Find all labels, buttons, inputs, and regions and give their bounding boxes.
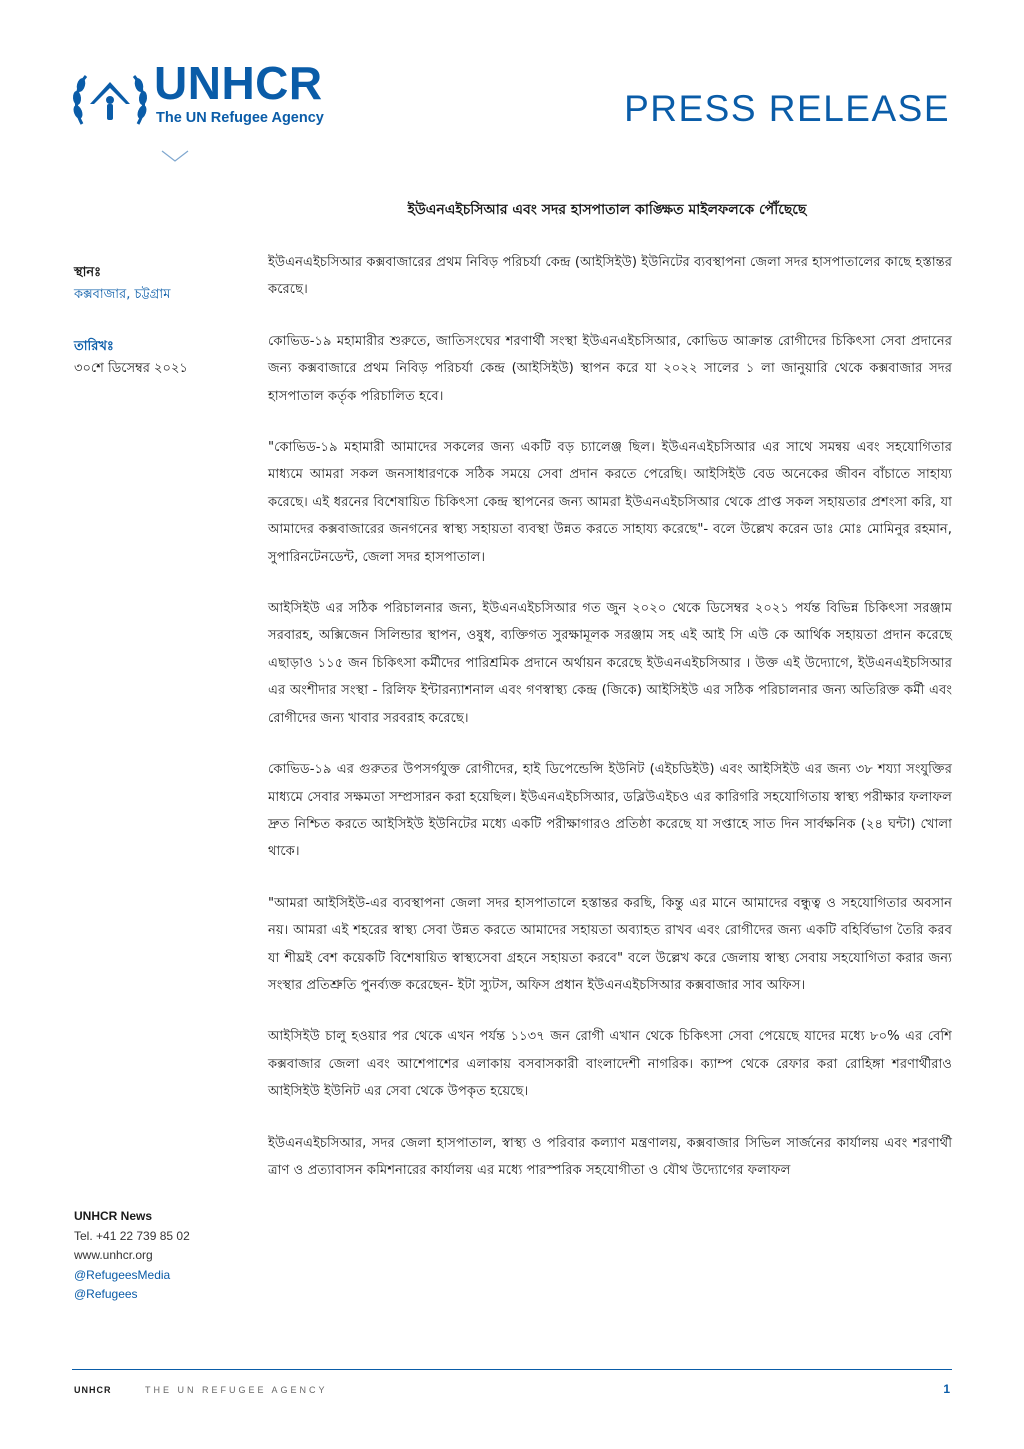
footer-brand: UNHCR xyxy=(74,1385,112,1395)
contact-handle-media[interactable]: @RefugeesMedia xyxy=(74,1267,171,1282)
paragraph: "কোভিড-১৯ মহামারী আমাদের সকলের জন্য একটি বড় চ্যালেঞ্জ ছিল। ইউএনএইচসিআর এর সাথে সমন্বয় এবং সহযোগিতার মাধ্যমে আমরা সকল জনসাধারণকে সঠিক সময়ে সেবা প্রদান করতে পেরেছি। আইসিইউ বেড অনেকের জীবন বাঁচাতে সাহায্য করেছে। এই ধরনের বিশেষায়িত চিকিৎসা কেন্দ্র স্থাপনের জন্য আমরা ইউএনএইচসিআর থেকে প্রাপ্ত সকল সহায়তার প্রশংসা করি, যা আমাদের কক্সবাজারের জনগনের স্বাস্থ্য সহায়তা ব্যবস্থা উন্নত করতে সাহায্য করেছে"- বলে উল্লেখ করেন ডাঃ মোঃ মোমিনুর রহমান, সুপারিনটেনডেন্ট, জেলা সদর হাসপাতাল। xyxy=(268,440,952,565)
logo-tagline: The UN Refugee Agency xyxy=(156,110,324,126)
paragraph: কোভিড-১৯ মহামারীর শুরুতে, জাতিসংঘের শরণার্থী সংস্থা ইউএনএইচসিআর, কোভিড আক্রান্ত রোগীদের চিকিৎসা সেবা প্রদানের জন্য কক্সবাজারে প্রথম নিবিড় পরিচর্যা কেন্দ্র (আইসিইউ) স্থাপন করে যা ২০২২ সালের ১ লা জানুয়ারি থেকে কক্সবাজার সদর হাসপাতাল কর্তৃক পরিচালিত হবে। xyxy=(268,333,952,404)
contact-heading: UNHCR News xyxy=(74,1209,153,1223)
contact-website[interactable]: www.unhcr.org xyxy=(74,1248,153,1262)
unhcr-emblem-icon xyxy=(72,66,148,132)
footer-branding xyxy=(74,1385,328,1395)
location-label: স্থানঃ xyxy=(74,265,102,280)
contact-block xyxy=(74,1207,254,1305)
sidebar xyxy=(74,262,244,410)
location-value: কক্সবাজার, চট্টগ্রাম xyxy=(74,287,171,302)
paragraph: "আমরা আইসিইউ-এর ব্যবস্থাপনা জেলা সদর হাসপাতালে হস্তান্তর করছি, কিন্তু এর মানে আমাদের বন্ধুত্ব ও সহযোগিতার অবসান নয়। আমরা এই শহরের স্বাস্থ্য সেবা উন্নত করতে আমাদের সহায়তা অব্যাহত রাখব এবং রোগীদের জন্য একটি বহির্বিভাগ তৈরি করব যা শীঘ্রই বেশ কয়েকটি বিশেষায়িত স্বাস্থ্যসেবা গ্রহনে সহায়তা করবে" বলে উল্লেখ করে জেলায় স্বাস্থ্য সেবায় সহযোগিতা করার জন্য সংস্থার প্রতিশ্রুতি পুনর্ব্যক্ত করেছেন- ইটা স্যুটস, অফিস প্রধান ইউএনএইচসিআর কক্সবাজার সাব অফিস। xyxy=(268,895,952,993)
page-number: 1 xyxy=(943,1382,950,1396)
contact-handle-refugees[interactable]: @Refugees xyxy=(74,1287,138,1301)
headline: ইউএনএইচসিআর এবং সদর হাসপাতাল কাঙ্ক্ষিত মাইলফলকে পৌঁছেছে xyxy=(407,202,807,218)
paragraph: ইউএনএইচসিআর কক্সবাজারের প্রথম নিবিড় পরিচর্যা কেন্দ্র (আইসিইউ) ইউনিটের ব্যবস্থাপনা জেলা সদর হাসপাতালের কাছে হস্তান্তর করেছে। xyxy=(268,255,952,298)
date-block xyxy=(74,336,244,380)
logo-wordmark: UNHCR xyxy=(154,57,323,109)
chevron-down-icon xyxy=(160,148,190,164)
location-block xyxy=(74,262,244,306)
paragraph: আইসিইউ এর সঠিক পরিচালনার জন্য, ইউএনএইচসিআর গত জুন ২০২০ থেকে ডিসেম্বর ২০২১ পর্যন্ত বিভিন্ন চিকিৎসা সরঞ্জাম সরবারহ, অক্সিজেন সিলিন্ডার স্থাপন, ওষুধ, ব্যক্তিগত সুরক্ষামূলক সরঞ্জাম সহ এই আই সি এউ কে আর্থিক সহায়তা প্রদান করেছে এছাড়াও ১১৫ জন চিকিৎসা কর্মীদের পারিশ্রমিক প্রদানে অর্থায়ন করেছে ইউএনএইচসিআর । উক্ত এই উদ্যোগে, ইউএনএইচসিআর এর অংশীদার সংস্থা - রিলিফ ইন্টারন্যাশনাল এবং গণস্বাস্থ্য কেন্দ্র (জিকে) আইসিইউ এর সঠিক পরিচালনার জন্য অতিরিক্ত কর্মী এবং রোগীদের জন্য খাবার সরবরাহ করেছে। xyxy=(268,601,952,726)
footer-divider xyxy=(72,1369,952,1370)
press-release-title: PRESS RELEASE xyxy=(624,88,950,129)
date-label: তারিখঃ xyxy=(74,339,114,354)
paragraph: আইসিইউ চালু হওয়ার পর থেকে এখন পর্যন্ত ১১৩৭ জন রোগী এখান থেকে চিকিৎসা সেবা পেয়েছে যাদের মধ্যে ৮০% এর বেশি কক্সবাজার জেলা এবং আশেপাশের এলাকায় বসবাসকারী বাংলাদেশী নাগরিক। ক্যাম্প থেকে রেফার করা রোহিঙ্গা শরণার্থীরাও আইসিইউ ইউনিট এর সেবা থেকে উপকৃত হয়েছে। xyxy=(268,1029,952,1100)
date-value: ৩০শে ডিসেম্বর ২০২১ xyxy=(74,361,188,376)
contact-phone: Tel. +41 22 739 85 02 xyxy=(74,1228,190,1243)
paragraph: কোভিড-১৯ এর গুরুতর উপসর্গযুক্ত রোগীদের, হাই ডিপেন্ডেন্সি ইউনিট (এইচডিইউ) এবং আইসিইউ এর জন্য ৩৮ শয্যা সংযুক্তির মাধ্যমে সেবার সক্ষমতা সম্প্রসারন করা হয়েছিল। ইউএনএইচসিআর, ডব্লিউএইচও এর কারিগরি সহযোগিতায় স্বাস্থ্য পরীক্ষার ফলাফল দ্রুত নিশ্চিত করতে আইসিইউ ইউনিটের মধ্যে একটি পরীক্ষাগারও প্রতিষ্ঠা করেছে যা সপ্তাহে সাত দিন সার্বক্ষনিক (২৪ ঘন্টা) খোলা থাকে। xyxy=(268,762,952,860)
article-body xyxy=(268,249,952,1208)
paragraph: ইউএনএইচসিআর, সদর জেলা হাসপাতাল, স্বাস্থ্য ও পরিবার কল্যাণ মন্ত্রণালয়, কক্সবাজার সিভিল সার্জনের কার্যালয় এবং শরণার্থী ত্রাণ ও প্রত্যাবাসন কমিশনারের কার্যালয় এর মধ্যে পারস্পরিক সহযোগীতা ও যৌথ উদ্যোগের ফলাফল xyxy=(268,1135,952,1178)
unhcr-logo xyxy=(72,57,352,136)
footer-tagline: THE UN REFUGEE AGENCY xyxy=(145,1385,328,1395)
